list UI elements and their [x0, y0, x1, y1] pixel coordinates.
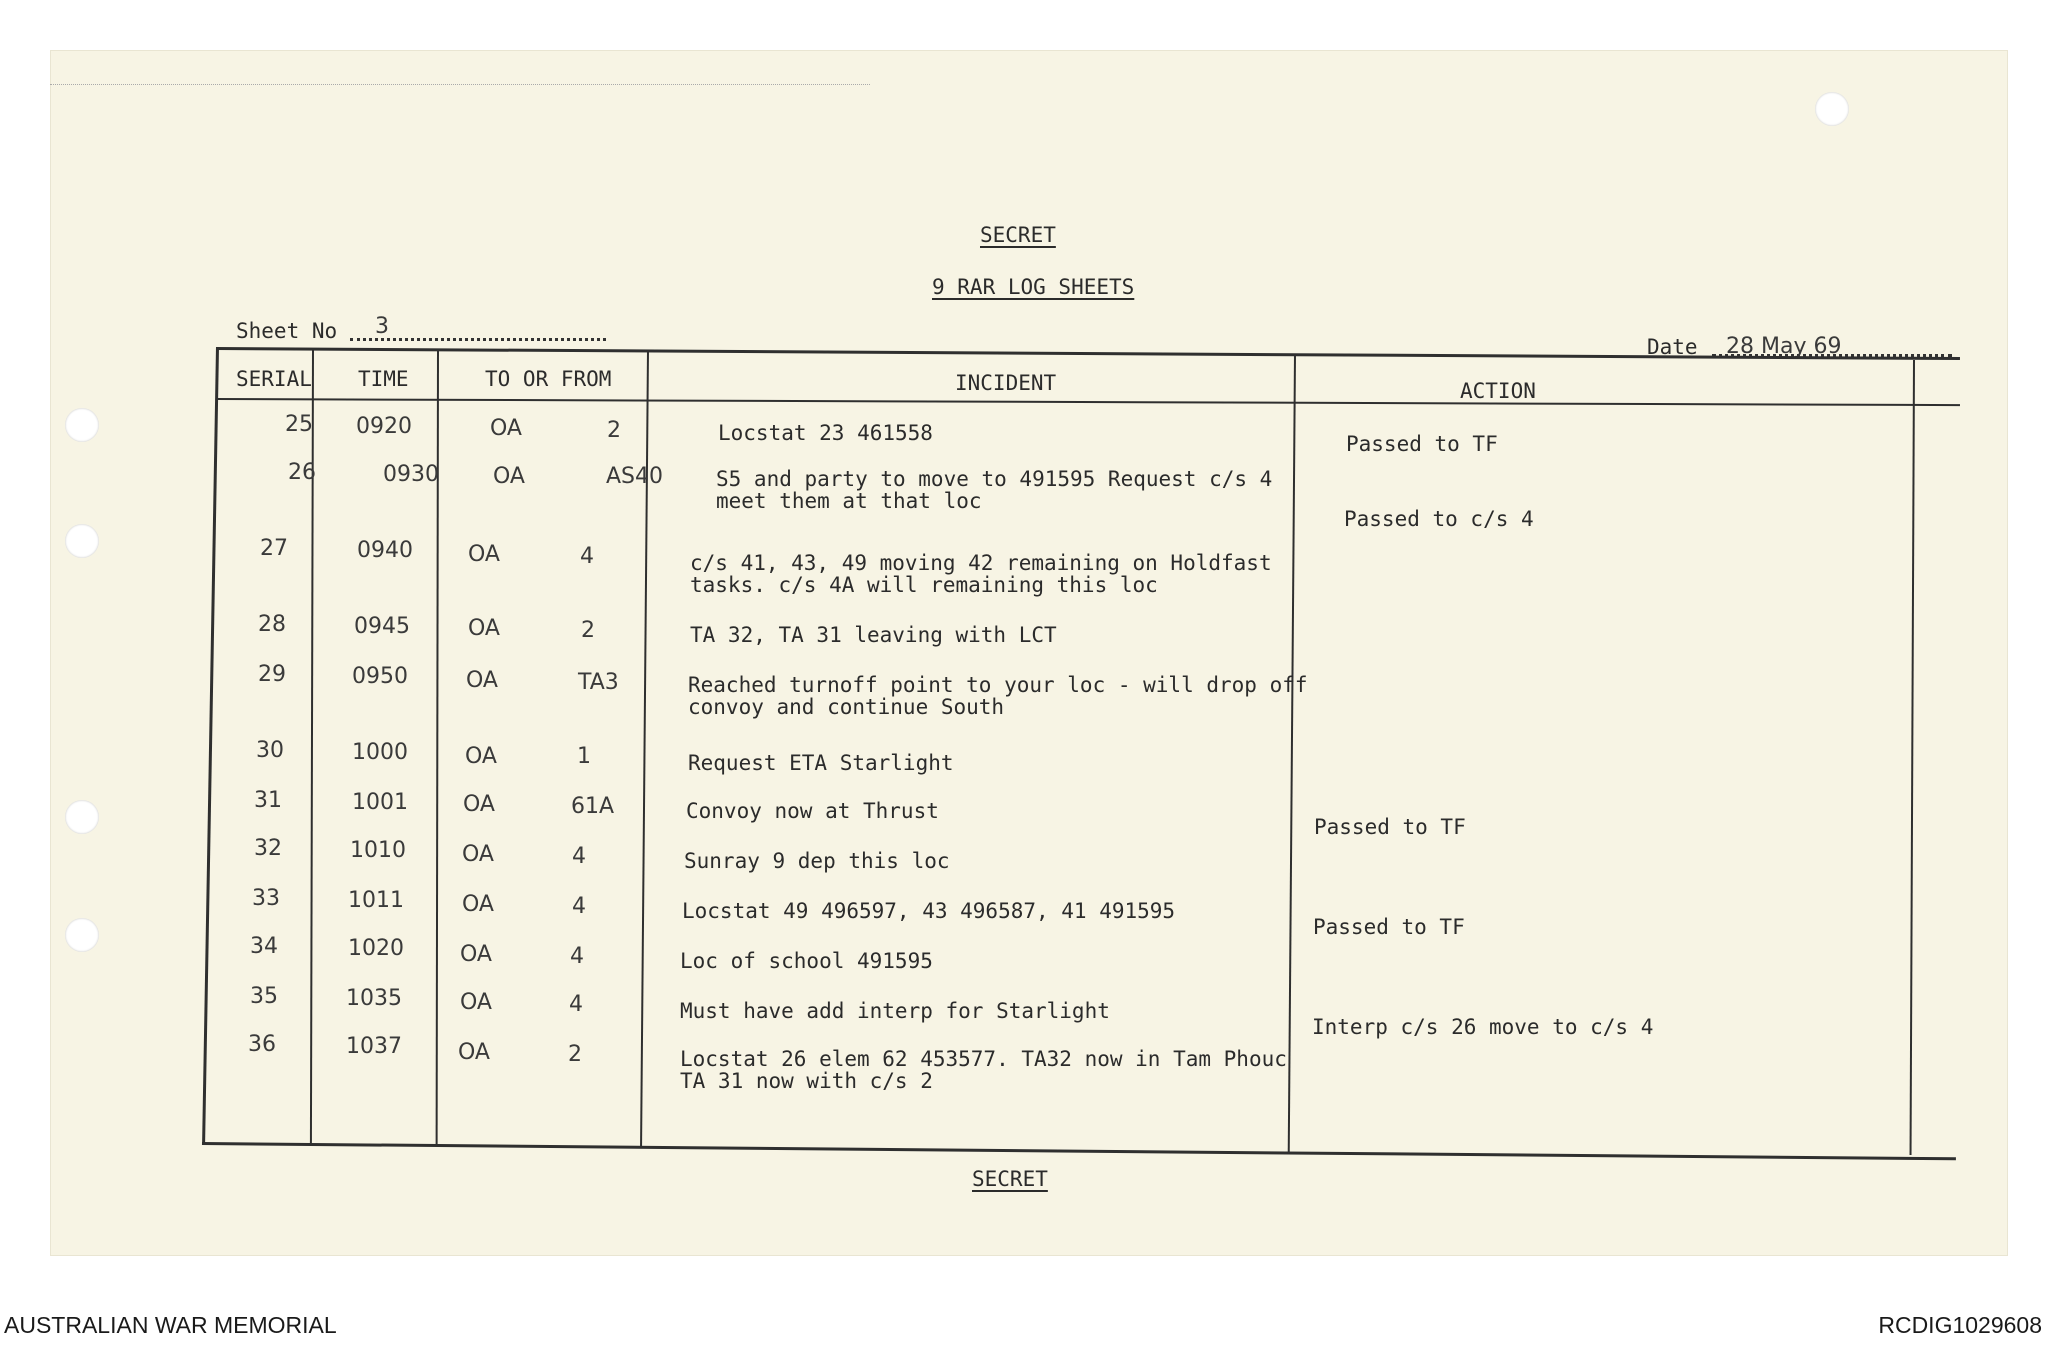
sheet-number: 3: [375, 314, 389, 339]
cell-to: OA: [490, 416, 522, 441]
cell-incident: Sunray 9 dep this loc: [684, 849, 950, 873]
cell-time: 0930: [383, 462, 439, 487]
header-serial: SERIAL: [236, 367, 312, 391]
table-right-border: [1910, 360, 1915, 1155]
table-header-divider: [216, 398, 1960, 406]
cell-to: OA: [460, 990, 492, 1015]
cell-to: OA: [468, 616, 500, 641]
cell-serial: 30: [256, 738, 284, 763]
cell-from: 4: [580, 544, 594, 569]
cell-to: OA: [463, 792, 495, 817]
cell-from: 1: [577, 744, 591, 769]
cell-time: 1037: [346, 1034, 402, 1059]
cell-to: OA: [458, 1040, 490, 1065]
cell-serial: 35: [250, 984, 278, 1009]
cell-from: 61A: [571, 794, 615, 819]
punch-hole-left-3: [65, 800, 99, 834]
table-bottom-border: [202, 1142, 1956, 1160]
cell-from: 2: [581, 618, 595, 643]
cell-incident: Reached turnoff point to your loc - will drop off convoy and continue South: [688, 673, 1308, 719]
cell-time: 0945: [354, 614, 410, 639]
cell-serial: 34: [250, 934, 278, 959]
cell-incident: S5 and party to move to 491595 Request c/s 4 meet them at that loc: [716, 467, 1273, 513]
classification-top: SECRET: [980, 223, 1056, 247]
cell-from: 2: [568, 1042, 582, 1067]
document-paper: [50, 50, 2008, 1256]
archive-footer: [0, 1312, 2048, 1342]
header-time: TIME: [358, 367, 409, 391]
date-value: 28 May 69: [1726, 334, 1842, 359]
cell-incident: Locstat 23 461558: [718, 421, 933, 445]
cell-from: 4: [572, 894, 586, 919]
top-trace-line: [50, 84, 870, 85]
header-to-or-from: TO OR FROM: [485, 367, 612, 391]
cell-serial: 32: [254, 836, 282, 861]
table-left-border: [202, 347, 219, 1143]
cell-to: OA: [465, 744, 497, 769]
cell-time: 0940: [357, 538, 413, 563]
document-title: 9 RAR LOG SHEETS: [932, 275, 1135, 299]
punch-hole-left-1: [65, 408, 99, 442]
cell-serial: 33: [252, 886, 280, 911]
archive-name: AUSTRALIAN WAR MEMORIAL: [4, 1312, 337, 1338]
cell-time: 1010: [350, 838, 406, 863]
cell-from: AS40: [606, 464, 664, 489]
archive-reference: RCDIG1029608: [1878, 1312, 2042, 1338]
cell-serial: 25: [285, 412, 313, 437]
table-top-border: [216, 347, 1960, 360]
cell-from: 4: [569, 992, 583, 1017]
cell-serial: 31: [254, 788, 282, 813]
cell-time: 1035: [346, 986, 402, 1011]
cell-serial: 28: [258, 612, 286, 637]
cell-incident: TA 32, TA 31 leaving with LCT: [690, 623, 1057, 647]
cell-incident: Must have add interp for Starlight: [680, 999, 1110, 1023]
cell-incident: Locstat 26 elem 62 453577. TA32 now in Tam Phouc TA 31 now with c/s 2: [680, 1047, 1287, 1093]
cell-action: Passed to TF: [1313, 915, 1465, 939]
cell-serial: 36: [248, 1032, 276, 1057]
cell-from: 4: [570, 944, 584, 969]
cell-action: Passed to c/s 4: [1344, 507, 1534, 531]
cell-time: 1000: [352, 740, 408, 765]
cell-action: Interp c/s 26 move to c/s 4: [1312, 1015, 1654, 1039]
cell-serial: 29: [258, 662, 286, 687]
header-action: ACTION: [1460, 379, 1536, 403]
cell-incident: Request ETA Starlight: [688, 751, 954, 775]
cell-time: 0950: [352, 664, 408, 689]
cell-serial: 26: [288, 460, 316, 485]
cell-from: TA3: [578, 670, 619, 695]
cell-from: 2: [607, 418, 621, 443]
cell-time: 0920: [356, 414, 412, 439]
header-incident: INCIDENT: [955, 371, 1057, 395]
cell-to: OA: [493, 464, 525, 489]
cell-to: OA: [466, 668, 498, 693]
cell-time: 1020: [348, 936, 404, 961]
cell-to: OA: [462, 892, 494, 917]
cell-serial: 27: [260, 536, 288, 561]
cell-incident: Convoy now at Thrust: [686, 799, 939, 823]
cell-to: OA: [460, 942, 492, 967]
punch-hole-left-4: [65, 918, 99, 952]
cell-action: Passed to TF: [1314, 815, 1466, 839]
cell-from: 4: [572, 844, 586, 869]
cell-incident: Locstat 49 496597, 43 496587, 41 491595: [682, 899, 1176, 923]
punch-hole-left-2: [65, 524, 99, 558]
cell-to: OA: [468, 542, 500, 567]
punch-hole-top-right: [1815, 92, 1849, 126]
date-label: Date: [1647, 335, 1698, 359]
cell-incident: Loc of school 491595: [680, 949, 933, 973]
cell-time: 1001: [352, 790, 408, 815]
classification-bottom: SECRET: [972, 1167, 1048, 1191]
cell-time: 1011: [348, 888, 404, 913]
cell-incident: c/s 41, 43, 49 moving 42 remaining on Holdfast tasks. c/s 4A will remaining this loc: [690, 551, 1272, 597]
col-divider-incident-action: [1288, 354, 1296, 1154]
cell-action: Passed to TF: [1346, 432, 1498, 456]
cell-to: OA: [462, 842, 494, 867]
sheet-label: Sheet No: [236, 319, 338, 343]
